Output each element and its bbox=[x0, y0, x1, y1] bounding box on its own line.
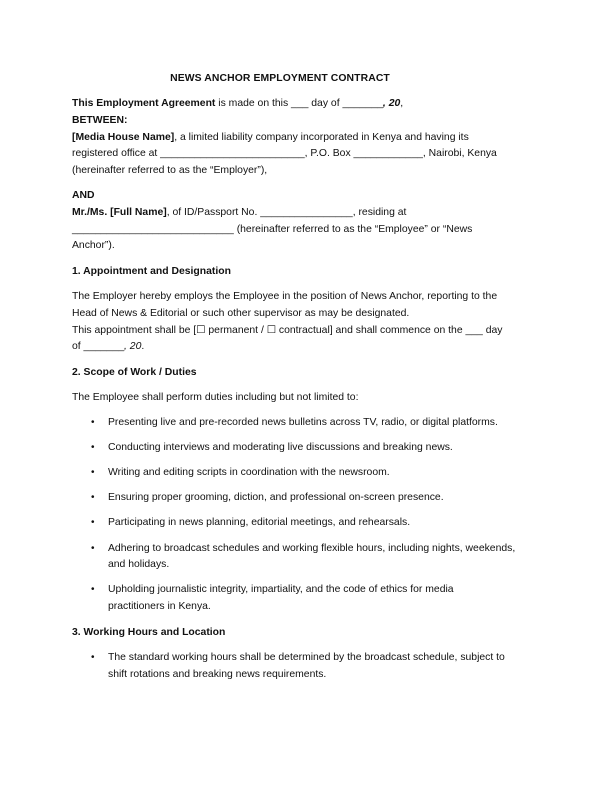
bullet-icon: • bbox=[91, 584, 95, 596]
between-label: BETWEEN: bbox=[72, 114, 128, 126]
section-1-para-2-line-2 bbox=[72, 339, 542, 356]
list-item-text: Ensuring proper grooming, diction, and professional on-screen presence. bbox=[108, 492, 444, 504]
list-item-text: Writing and editing scripts in coordination with the newsroom. bbox=[108, 467, 390, 479]
employer-line-1 bbox=[72, 130, 542, 147]
employer-name: [Media House Name] bbox=[72, 131, 175, 143]
list-item-text: Conducting interviews and moderating live discussions and breaking news. bbox=[108, 442, 453, 454]
list-item-text: Presenting live and pre-recorded news bulletins across TV, radio, or digital platforms. bbox=[108, 417, 498, 429]
list-item bbox=[72, 515, 542, 532]
list-item-text: Adhering to broadcast schedules and working flexible hours, including nights, weekends, bbox=[108, 542, 516, 554]
section-2-heading: 2. Scope of Work / Duties bbox=[72, 367, 197, 379]
document-body bbox=[72, 96, 542, 684]
list-item-text-cont: and holidays. bbox=[108, 559, 170, 571]
bullet-icon: • bbox=[91, 417, 95, 429]
bullet-icon: • bbox=[91, 442, 95, 454]
list-item bbox=[72, 465, 542, 482]
employee-line-1 bbox=[72, 205, 542, 222]
list-item bbox=[72, 650, 542, 684]
bullet-icon: • bbox=[91, 517, 95, 529]
duties-list bbox=[72, 415, 542, 616]
commencement-year: , 20 bbox=[124, 341, 142, 353]
bullet-icon: • bbox=[91, 652, 95, 664]
bullet-icon: • bbox=[91, 542, 95, 554]
agreement-label: This Employment Agreement bbox=[72, 98, 216, 109]
list-item bbox=[72, 541, 542, 575]
list-item-text: Upholding journalistic integrity, impartiality, and the code of ethics for media bbox=[108, 584, 454, 596]
employee-line-3: Anchor”). bbox=[72, 240, 115, 252]
list-item bbox=[72, 490, 542, 507]
bullet-icon: • bbox=[91, 467, 95, 479]
commencement-end: . bbox=[141, 341, 145, 353]
section-3-heading: 3. Working Hours and Location bbox=[72, 627, 226, 638]
section-1-heading: 1. Appointment and Designation bbox=[72, 266, 231, 278]
employee-name: Mr./Ms. [Full Name] bbox=[72, 206, 167, 218]
list-item bbox=[72, 582, 542, 616]
section-1-para-1-line-1: The Employer hereby employs the Employee in the position of News Anchor, reporting to the bbox=[72, 290, 498, 302]
list-item-text-cont: practitioners in Kenya. bbox=[108, 601, 211, 613]
agreement-end: , bbox=[400, 98, 404, 109]
list-item bbox=[72, 415, 542, 432]
list-item-text: Participating in news planning, editorial meetings, and rehearsals. bbox=[108, 517, 411, 529]
list-item-text-cont: shift rotations and breaking news requirements. bbox=[108, 668, 327, 680]
agreement-text: is made on this ___ day of _______ bbox=[215, 98, 383, 109]
list-item-text: The standard working hours shall be determined by the broadcast schedule, subject to bbox=[108, 652, 505, 664]
bullet-icon: • bbox=[91, 492, 95, 504]
list-item bbox=[72, 440, 542, 457]
employer-line-3: (hereinafter referred to as the “Employer”), bbox=[72, 165, 268, 177]
agreement-line bbox=[72, 96, 542, 113]
and-label: AND bbox=[72, 189, 95, 201]
section-1-para-2-line-1: This appointment shall be [☐ permanent / ☐ contractual] and shall commence on the ___ day bbox=[72, 324, 503, 336]
section-2-intro: The Employee shall perform duties including but not limited to: bbox=[72, 391, 359, 403]
agreement-year: , 20 bbox=[382, 98, 401, 109]
employer-text-1: , a limited liability company incorporated in Kenya and having its bbox=[174, 131, 469, 143]
employee-text-1: , of ID/Passport No. ________________, residing at bbox=[166, 206, 407, 218]
document-title: NEWS ANCHOR EMPLOYMENT CONTRACT bbox=[170, 73, 390, 84]
working-hours-list bbox=[72, 650, 542, 684]
employer-line-2: registered office at _________________________, P.O. Box ____________, Nairobi, Kenya bbox=[72, 148, 497, 160]
commencement-month: of _______ bbox=[72, 341, 125, 353]
section-1-para-1-line-2: Head of News & Editorial or such other supervisor as may be designated. bbox=[72, 307, 410, 319]
employee-line-2: ____________________________ (hereinafter referred to as the “Employee” or “News bbox=[72, 223, 473, 235]
